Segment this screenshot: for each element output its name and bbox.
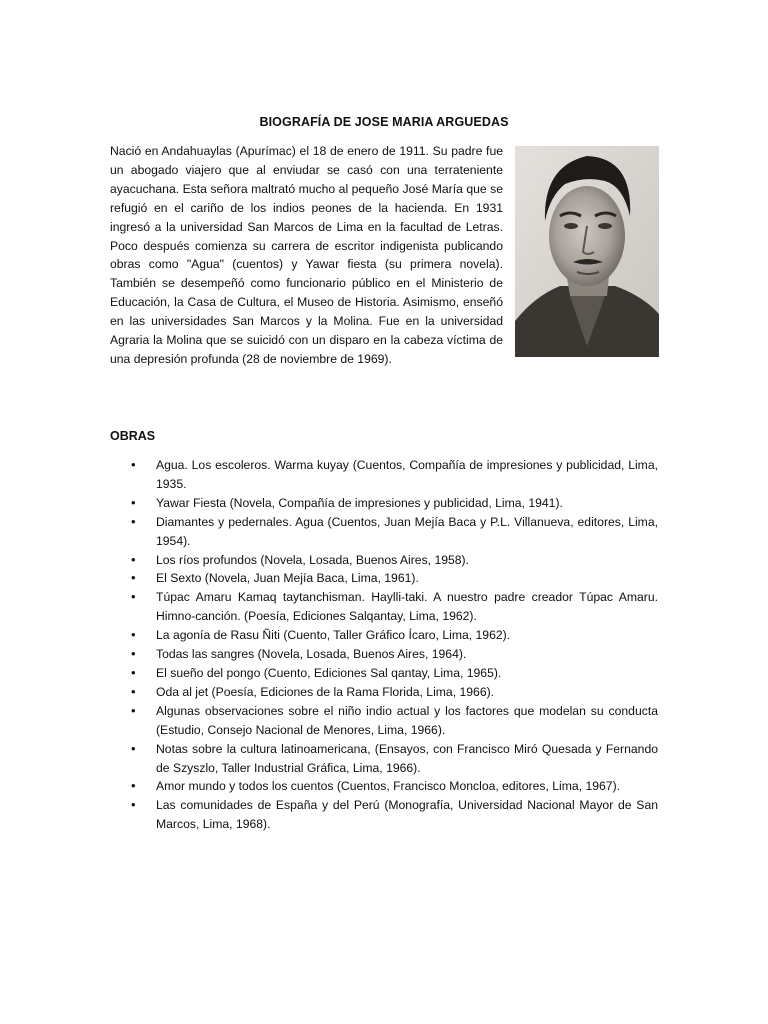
bullet: • [131,589,136,605]
list-item [110,494,658,513]
list-item-text: La agonía de Rasu Ñiti (Cuento, Taller Gráfico Ícaro, Lima, 1962). [156,628,511,643]
list-item-text: Agua. Los escoleros. Warma kuyay (Cuentos, Compañía de impresiones y publicidad, Lima, 1935. [156,458,658,491]
list-item [110,645,658,664]
list-item-text: Los ríos profundos (Novela, Losada, Buenos Aires, 1958). [156,552,470,567]
bullet: • [131,457,136,472]
list-item [110,777,658,796]
bullet: • [131,646,136,662]
bullet: • [131,797,136,813]
bullet: • [131,494,136,510]
list-item [110,702,658,740]
bullet: • [131,551,136,567]
bullet: • [131,664,136,680]
list-item [110,513,658,551]
list-item [110,551,658,570]
list-item-text: Diamantes y pedernales. Agua (Cuentos, Juan Mejía Baca y P.L. Villanueva, editores, Lima, 1954). [156,514,658,548]
list-item [110,456,658,494]
author-portrait [515,146,659,357]
bullet: • [131,627,136,643]
bullet: • [131,740,136,756]
list-item-text: Las comunidades de España y del Perú (Monografía, Universidad Nacional Mayor de San Marcos, Lima, 1968). [156,798,658,832]
list-item-text: Algunas observaciones sobre el niño indio actual y los factores que modelan su conducta (Estudio, Consejo Nacional de Menores, Lima, 1966). [156,703,658,737]
list-item [110,683,658,702]
works-list [110,456,658,834]
list-item [110,664,658,683]
works-heading: OBRAS [110,429,156,443]
bullet: • [131,683,136,699]
list-item [110,588,658,626]
list-item-text: Todas las sangres (Novela, Losada, Buenos Aires, 1964). [156,647,467,662]
bullet: • [131,570,136,586]
list-item-text: Notas sobre la cultura latinoamericana, (Ensayos, con Francisco Miró Quesada y Fernando de Szyszlo, Taller Industrial Gráfica, Lima, 1966). [156,741,658,775]
biography-paragraph: Nació en Andahuaylas (Apurímac) el 18 de enero de 1911. Su padre fue un abogado viajero que al enviudar se casó con una terrateniente ayacuchana. Esta señora maltrató mucho al pequeño José María que se refugió en el cariño de los indios peones de la hacienda. En 1931 ingresó a la universidad San Marcos de Lima en la facultad de Letras. Poco después comienza su carrera de escritor indigenista publicando obras como "Agua" (cuentos) y Yawar fiesta (su primera novela). También se desempeñó como funcionario público en el Ministerio de Educación, la Casa de Cultura, el Museo de Historia. Asimismo, enseñó en las universidades San Marcos y la Molina. Fue en la universidad Agraria la Molina que se suicidó con un disparo en la cabeza víctima de una depresión profunda (28 de noviembre de 1969). [110,144,503,366]
page-title: BIOGRAFÍA DE JOSE MARIA ARGUEDAS [259,115,509,129]
bullet: • [131,778,136,794]
list-item [110,796,658,834]
list-item-text: El sueño del pongo (Cuento, Ediciones Sal qantay, Lima, 1965). [156,665,502,680]
bullet: • [131,702,136,718]
list-item [110,740,658,778]
list-item-text: Túpac Amaru Kamaq taytanchisman. Haylli-taki. A nuestro padre creador Túpac Amaru. Himno-canción. (Poesía, Ediciones Salqantay, Lima, 1962). [156,590,658,624]
list-item-text: Yawar Fiesta (Novela, Compañía de impresiones y publicidad, Lima, 1941). [156,495,563,510]
bullet: • [131,513,136,529]
list-item [110,626,658,645]
list-item-text: Oda al jet (Poesía, Ediciones de la Rama Florida, Lima, 1966). [156,684,495,699]
list-item-text: El Sexto (Novela, Juan Mejía Baca, Lima, 1961). [156,571,419,586]
list-item-text: Amor mundo y todos los cuentos (Cuentos, Francisco Moncloa, editores, Lima, 1967). [156,779,621,794]
list-item [110,569,658,588]
